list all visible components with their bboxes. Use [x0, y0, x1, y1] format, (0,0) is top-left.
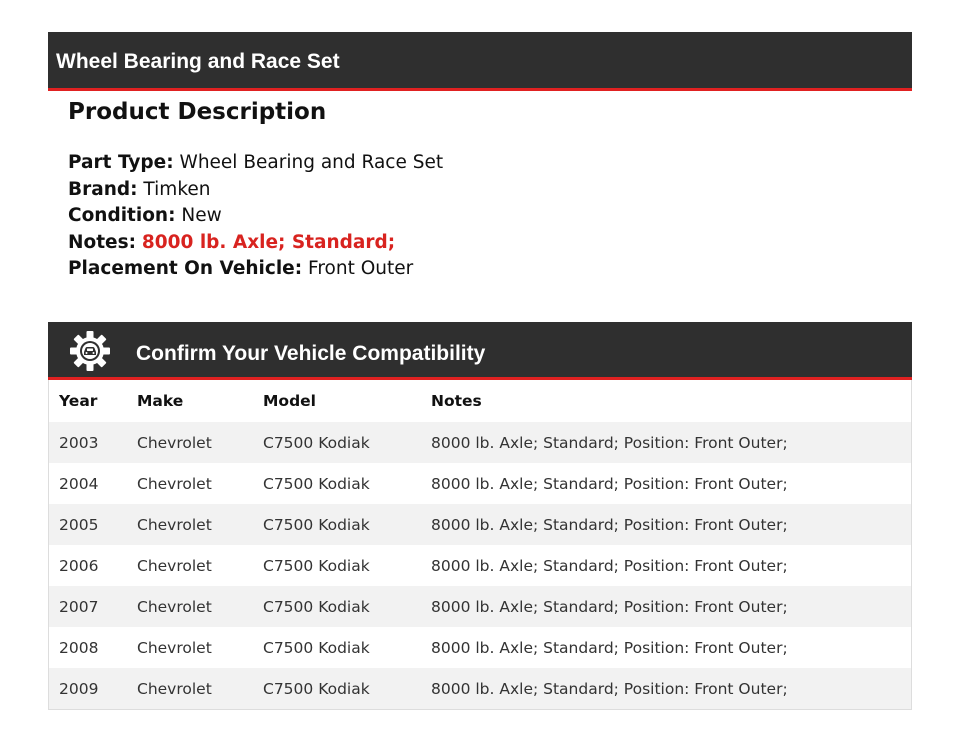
description-heading: Product Description	[68, 99, 327, 125]
cell-notes: 8000 lb. Axle; Standard; Position: Front Outer;	[431, 515, 788, 534]
gear-car-icon	[69, 330, 111, 372]
field-label: Placement On Vehicle:	[68, 258, 303, 279]
cell-model: C7500 Kodiak	[263, 638, 370, 657]
title-bar	[48, 32, 912, 91]
cell-year: 2008	[59, 638, 99, 657]
field-condition	[68, 203, 868, 230]
page-title: Wheel Bearing and Race Set	[56, 50, 340, 73]
table-header-row	[49, 380, 912, 422]
cell-make: Chevrolet	[137, 679, 212, 698]
column-header-model: Model	[263, 392, 316, 410]
column-header-make: Make	[137, 392, 184, 410]
cell-year: 2005	[59, 515, 99, 534]
cell-notes: 8000 lb. Axle; Standard; Position: Front Outer;	[431, 597, 788, 616]
field-value: Wheel Bearing and Race Set	[179, 152, 444, 173]
cell-year: 2004	[59, 474, 99, 493]
cell-make: Chevrolet	[137, 597, 212, 616]
table-row	[49, 545, 912, 586]
cell-notes: 8000 lb. Axle; Standard; Position: Front Outer;	[431, 556, 788, 575]
cell-model: C7500 Kodiak	[263, 515, 370, 534]
field-notes	[68, 230, 868, 257]
column-header-year: Year	[59, 392, 98, 410]
field-label: Brand:	[68, 178, 138, 200]
field-part-type	[68, 150, 868, 177]
description-fields	[68, 150, 868, 283]
field-value: Front Outer	[308, 258, 414, 279]
cell-model: C7500 Kodiak	[263, 474, 370, 493]
cell-notes: 8000 lb. Axle; Standard; Position: Front Outer;	[431, 638, 788, 657]
cell-model: C7500 Kodiak	[263, 433, 370, 452]
field-value: Timken	[143, 178, 211, 200]
table-row	[49, 463, 912, 504]
compatibility-header	[48, 322, 912, 380]
field-label: Notes:	[68, 231, 136, 253]
cell-model: C7500 Kodiak	[263, 556, 370, 575]
table-row	[49, 668, 912, 710]
compatibility-table	[48, 380, 912, 710]
cell-model: C7500 Kodiak	[263, 679, 370, 698]
cell-make: Chevrolet	[137, 556, 212, 575]
field-placement	[68, 256, 868, 283]
cell-make: Chevrolet	[137, 515, 212, 534]
table-row	[49, 422, 912, 463]
field-brand	[68, 177, 868, 204]
table-row	[49, 586, 912, 627]
cell-make: Chevrolet	[137, 474, 212, 493]
table-row	[49, 504, 912, 545]
field-label: Part Type:	[68, 152, 174, 173]
cell-year: 2009	[59, 679, 99, 698]
cell-year: 2007	[59, 597, 99, 616]
field-value: New	[181, 205, 222, 226]
cell-notes: 8000 lb. Axle; Standard; Position: Front Outer;	[431, 679, 788, 698]
compatibility-section	[48, 322, 912, 710]
cell-year: 2003	[59, 433, 99, 452]
column-header-notes: Notes	[431, 392, 482, 410]
table-row	[49, 627, 912, 668]
cell-year: 2006	[59, 556, 99, 575]
cell-model: C7500 Kodiak	[263, 597, 370, 616]
cell-notes: 8000 lb. Axle; Standard; Position: Front Outer;	[431, 433, 788, 452]
cell-notes: 8000 lb. Axle; Standard; Position: Front Outer;	[431, 474, 788, 493]
field-label: Condition:	[68, 205, 176, 226]
cell-make: Chevrolet	[137, 433, 212, 452]
field-value: 8000 lb. Axle; Standard;	[141, 231, 396, 253]
product-description	[68, 96, 868, 283]
compatibility-heading: Confirm Your Vehicle Compatibility	[136, 342, 486, 365]
cell-make: Chevrolet	[137, 638, 212, 657]
